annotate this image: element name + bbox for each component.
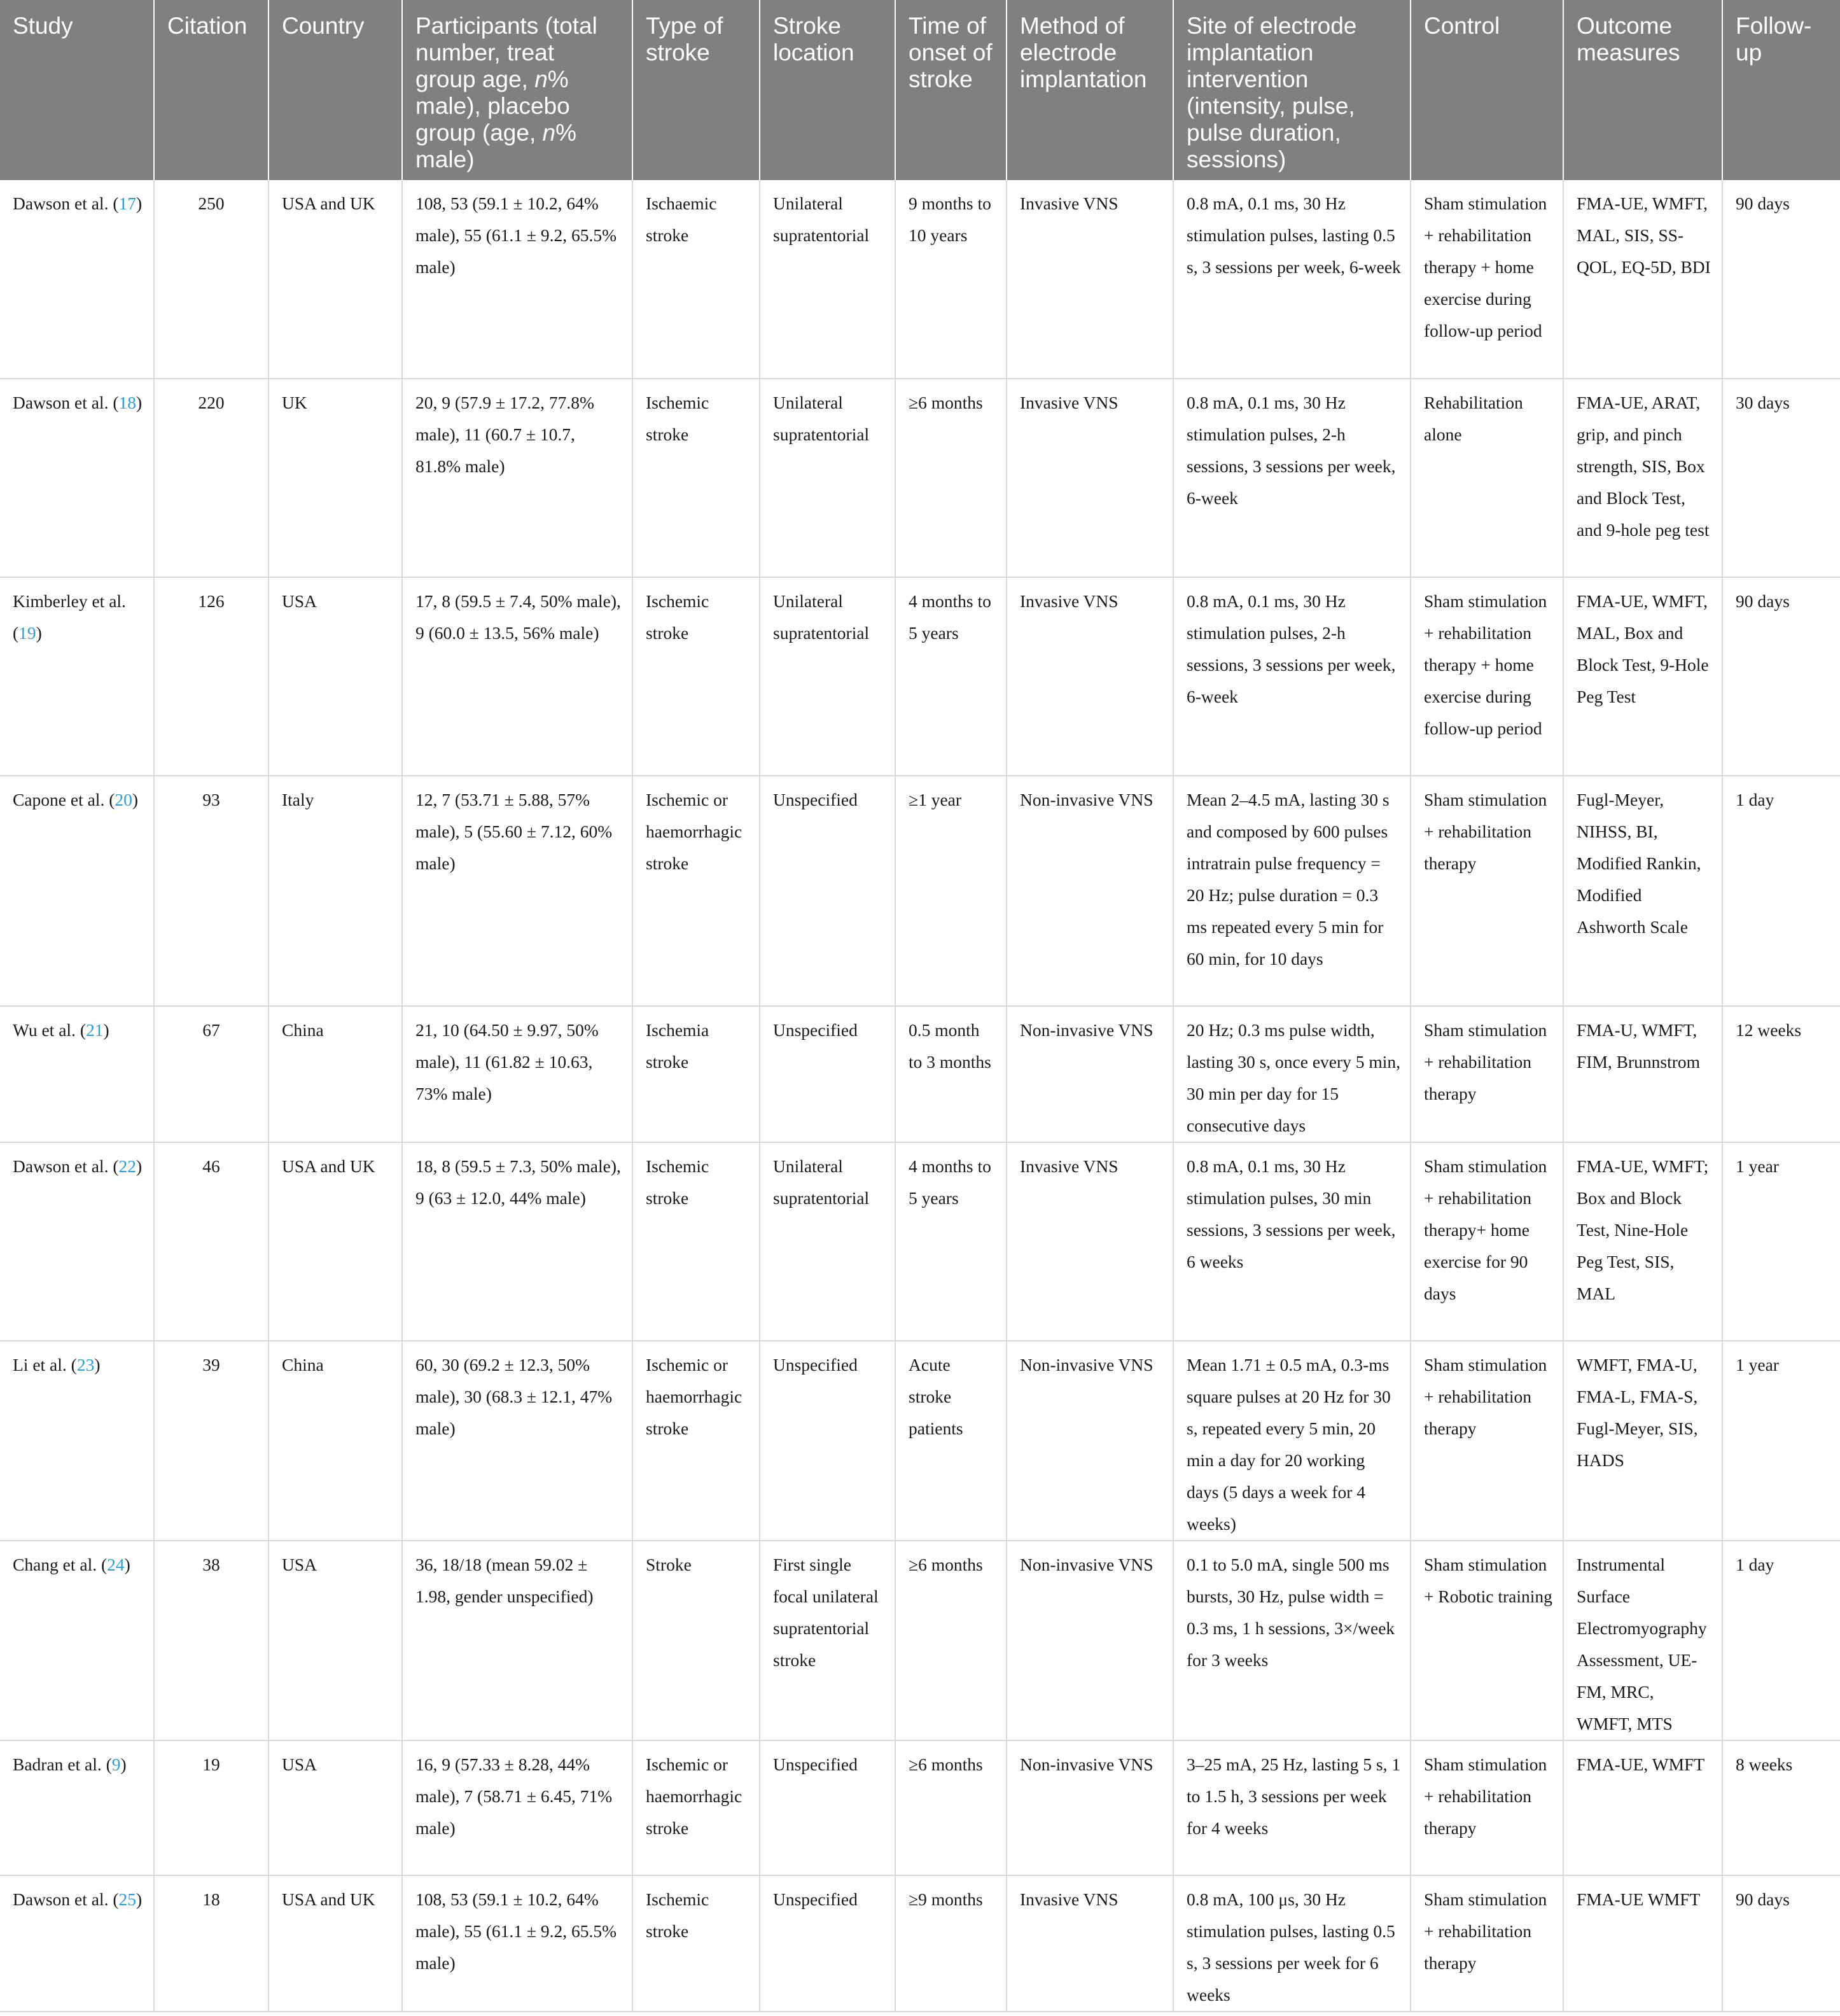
cell-country: USA and UK <box>268 1875 402 2012</box>
cell-location: Unspecified <box>760 1740 895 1875</box>
cell-type: Ischemic stroke <box>632 379 760 577</box>
reference-link[interactable]: 21 <box>85 1020 104 1040</box>
cell-site: 0.8 mA, 100 μs, 30 Hz stimulation pulses, lasting 0.5 s, 3 sessions per week for 6 weeks <box>1173 1875 1411 2012</box>
cell-method: Invasive VNS <box>1007 180 1173 379</box>
table-row <box>0 1341 1840 1541</box>
cell-outcome: FMA-UE, WMFT, MAL, Box and Block Test, 9-Hole Peg Test <box>1563 577 1722 776</box>
cell-country: USA and UK <box>268 1142 402 1341</box>
cell-location: Unilateral supratentorial <box>760 379 895 577</box>
ref-close: ) <box>36 623 42 643</box>
cell-location: Unilateral supratentorial <box>760 577 895 776</box>
cell-control: Sham stimulation + rehabilitation therapy <box>1411 1341 1563 1541</box>
cell-participants: 60, 30 (69.2 ± 12.3, 50% male), 30 (68.3 ± 12.1, 47% male) <box>402 1341 632 1541</box>
table-row <box>0 577 1840 776</box>
cell-site: Mean 2–4.5 mA, lasting 30 s and composed by 600 pulses intratrain pulse frequency = 20 Hz; pulse duration = 0.3 ms repeated every 5 min for 60 min, for 10 days <box>1173 776 1411 1006</box>
cell-control: Sham stimulation + rehabilitation therapy <box>1411 1875 1563 2012</box>
cell-control: Sham stimulation + rehabilitation therapy <box>1411 1740 1563 1875</box>
cell-site: 0.8 mA, 0.1 ms, 30 Hz stimulation pulses, 2-h sessions, 3 sessions per week, 6-week <box>1173 379 1411 577</box>
cell-study <box>0 379 154 577</box>
cell-method: Non-invasive VNS <box>1007 1740 1173 1875</box>
study-author: Kimberley et al. <box>13 591 126 611</box>
cell-onset: Acute stroke patients <box>895 1341 1007 1541</box>
cell-type: Ischemic or haemorrhagic stroke <box>632 776 760 1006</box>
cell-method: Invasive VNS <box>1007 1142 1173 1341</box>
cell-type: Ischemic stroke <box>632 577 760 776</box>
cell-country: USA <box>268 1740 402 1875</box>
cell-location: Unspecified <box>760 776 895 1006</box>
header-participants <box>402 0 632 180</box>
header-site: Site of electrode implantation intervention (intensity, pulse, pulse duration, sessions) <box>1173 0 1411 180</box>
ref-open: ( <box>104 790 115 809</box>
cell-location: Unspecified <box>760 1875 895 2012</box>
study-author: Dawson et al. <box>13 1889 109 1909</box>
header-control: Control <box>1411 0 1563 180</box>
cell-control: Sham stimulation + Robotic training <box>1411 1541 1563 1740</box>
cell-onset: ≥6 months <box>895 379 1007 577</box>
ref-open: ( <box>108 1889 119 1909</box>
ref-close: ) <box>120 1754 127 1774</box>
reference-link[interactable]: 23 <box>76 1355 95 1375</box>
ref-close: ) <box>94 1355 101 1375</box>
cell-followup: 12 weeks <box>1722 1006 1840 1142</box>
reference-link[interactable]: 19 <box>18 623 36 643</box>
cell-followup: 1 year <box>1722 1142 1840 1341</box>
cell-followup: 1 day <box>1722 776 1840 1006</box>
cell-site: 0.8 mA, 0.1 ms, 30 Hz stimulation pulses, lasting 0.5 s, 3 sessions per week, 6-week <box>1173 180 1411 379</box>
participants-header-text-c: % male) <box>415 120 577 172</box>
study-author: Chang et al. <box>13 1555 97 1574</box>
participants-header-text-a: Participants (total number, treat group age, <box>415 13 597 92</box>
header-country: Country <box>268 0 402 180</box>
cell-method: Invasive VNS <box>1007 1875 1173 2012</box>
study-author: Dawson et al. <box>13 393 109 412</box>
cell-citation: 67 <box>154 1006 268 1142</box>
cell-site: Mean 1.71 ± 0.5 mA, 0.3-ms square pulses at 20 Hz for 30 s, repeated every 5 min, 20 min a day for 20 working days (5 days a week for 4 weeks) <box>1173 1341 1411 1541</box>
cell-followup: 8 weeks <box>1722 1740 1840 1875</box>
study-author: Dawson et al. <box>13 1156 109 1176</box>
cell-participants: 16, 9 (57.33 ± 8.28, 44% male), 7 (58.71 ± 6.45, 71% male) <box>402 1740 632 1875</box>
ref-close: ) <box>136 193 143 213</box>
cell-control: Sham stimulation + rehabilitation therapy <box>1411 776 1563 1006</box>
cell-country: China <box>268 1341 402 1541</box>
ref-close: ) <box>132 790 139 809</box>
reference-link[interactable]: 17 <box>118 193 136 213</box>
cell-study <box>0 1875 154 2012</box>
cell-onset: 4 months to 5 years <box>895 1142 1007 1341</box>
cell-outcome: FMA-UE, WMFT; Box and Block Test, Nine-Hole Peg Test, SIS, MAL <box>1563 1142 1722 1341</box>
study-author: Capone et al. <box>13 790 105 809</box>
cell-citation: 220 <box>154 379 268 577</box>
cell-site: 0.8 mA, 0.1 ms, 30 Hz stimulation pulses, 30 min sessions, 3 sessions per week, 6 weeks <box>1173 1142 1411 1341</box>
cell-study <box>0 1006 154 1142</box>
cell-onset: ≥6 months <box>895 1740 1007 1875</box>
header-study: Study <box>0 0 154 180</box>
cell-method: Non-invasive VNS <box>1007 1541 1173 1740</box>
reference-link[interactable]: 20 <box>115 790 132 809</box>
cell-country: Italy <box>268 776 402 1006</box>
cell-control: Sham stimulation + rehabilitation therapy <box>1411 1006 1563 1142</box>
table-row <box>0 1740 1840 1875</box>
ref-open: ( <box>101 1754 112 1774</box>
cell-participants: 108, 53 (59.1 ± 10.2, 64% male), 55 (61.1 ± 9.2, 65.5% male) <box>402 180 632 379</box>
study-author: Dawson et al. <box>13 193 109 213</box>
cell-citation: 126 <box>154 577 268 776</box>
cell-study <box>0 577 154 776</box>
participants-header-n2: n <box>542 120 556 146</box>
cell-citation: 250 <box>154 180 268 379</box>
cell-citation: 38 <box>154 1541 268 1740</box>
study-author: Li et al. <box>13 1355 67 1375</box>
cell-country: China <box>268 1006 402 1142</box>
cell-location: Unilateral supratentorial <box>760 180 895 379</box>
cell-location: Unspecified <box>760 1006 895 1142</box>
cell-citation: 46 <box>154 1142 268 1341</box>
cell-method: Non-invasive VNS <box>1007 1006 1173 1142</box>
cell-outcome: FMA-U, WMFT, FIM, Brunnstrom <box>1563 1006 1722 1142</box>
cell-onset: 4 months to 5 years <box>895 577 1007 776</box>
cell-country: UK <box>268 379 402 577</box>
cell-followup: 1 day <box>1722 1541 1840 1740</box>
cell-study <box>0 1142 154 1341</box>
header-stroke-location: Stroke location <box>760 0 895 180</box>
cell-citation: 93 <box>154 776 268 1006</box>
cell-type: Ischemic or haemorrhagic stroke <box>632 1740 760 1875</box>
cell-type: Ischaemic stroke <box>632 180 760 379</box>
cell-study <box>0 180 154 379</box>
cell-onset: 9 months to 10 years <box>895 180 1007 379</box>
cell-control: Sham stimulation + rehabilitation therapy+ home exercise for 90 days <box>1411 1142 1563 1341</box>
cell-control: Sham stimulation + rehabilitation therapy + home exercise during follow-up period <box>1411 180 1563 379</box>
header-row <box>0 0 1840 180</box>
cell-study <box>0 1541 154 1740</box>
cell-participants: 21, 10 (64.50 ± 9.97, 50% male), 11 (61.82 ± 10.63, 73% male) <box>402 1006 632 1142</box>
cell-followup: 30 days <box>1722 379 1840 577</box>
cell-site: 0.1 to 5.0 mA, single 500 ms bursts, 30 Hz, pulse width = 0.3 ms, 1 h sessions, 3×/week for 3 weeks <box>1173 1541 1411 1740</box>
cell-study <box>0 776 154 1006</box>
cell-participants: 108, 53 (59.1 ± 10.2, 64% male), 55 (61.1 ± 9.2, 65.5% male) <box>402 1875 632 2012</box>
study-author: Badran et al. <box>13 1754 102 1774</box>
cell-outcome: WMFT, FMA-U, FMA-L, FMA-S, Fugl-Meyer, SIS, HADS <box>1563 1341 1722 1541</box>
cell-study <box>0 1341 154 1541</box>
cell-type: Ischemic or haemorrhagic stroke <box>632 1341 760 1541</box>
header-type-of-stroke: Type of stroke <box>632 0 760 180</box>
cell-onset: ≥6 months <box>895 1541 1007 1740</box>
ref-open: ( <box>13 623 19 643</box>
table-row <box>0 379 1840 577</box>
cell-outcome: FMA-UE, ARAT, grip, and pinch strength, SIS, Box and Block Test, and 9-hole peg test <box>1563 379 1722 577</box>
cell-location: First single focal unilateral supratentorial stroke <box>760 1541 895 1740</box>
cell-location: Unilateral supratentorial <box>760 1142 895 1341</box>
cell-country: USA and UK <box>268 180 402 379</box>
cell-type: Ischemic stroke <box>632 1142 760 1341</box>
cell-control: Rehabilitation alone <box>1411 379 1563 577</box>
cell-outcome: Instrumental Surface Electromyography Assessment, UE-FM, MRC, WMFT, MTS <box>1563 1541 1722 1740</box>
cell-location: Unspecified <box>760 1341 895 1541</box>
cell-type: Ischemic stroke <box>632 1875 760 2012</box>
cell-citation: 39 <box>154 1341 268 1541</box>
cell-citation: 19 <box>154 1740 268 1875</box>
cell-onset: ≥9 months <box>895 1875 1007 2012</box>
ref-open: ( <box>66 1355 77 1375</box>
table-row <box>0 1142 1840 1341</box>
cell-followup: 90 days <box>1722 180 1840 379</box>
header-time-of-onset: Time of onset of stroke <box>895 0 1007 180</box>
table-row <box>0 1541 1840 1740</box>
participants-header-text-b: % male), placebo group (age, <box>415 66 570 146</box>
ref-close: ) <box>136 1889 143 1909</box>
ref-open: ( <box>108 1156 119 1176</box>
cell-country: USA <box>268 577 402 776</box>
header-citation: Citation <box>154 0 268 180</box>
reference-link[interactable]: 25 <box>118 1889 136 1909</box>
ref-open: ( <box>108 193 119 213</box>
table-row <box>0 180 1840 379</box>
ref-close: ) <box>136 1156 143 1176</box>
cell-citation: 18 <box>154 1875 268 2012</box>
table-row <box>0 776 1840 1006</box>
ref-close: ) <box>103 1020 109 1040</box>
ref-close: ) <box>136 393 143 412</box>
cell-participants: 17, 8 (59.5 ± 7.4, 50% male), 9 (60.0 ± 13.5, 56% male) <box>402 577 632 776</box>
cell-outcome: FMA-UE, WMFT, MAL, SIS, SS-QOL, EQ-5D, BDI <box>1563 180 1722 379</box>
ref-open: ( <box>75 1020 86 1040</box>
reference-link[interactable]: 24 <box>107 1555 125 1574</box>
header-outcome: Outcome measures <box>1563 0 1722 180</box>
cell-followup: 90 days <box>1722 577 1840 776</box>
reference-link[interactable]: 9 <box>111 1754 121 1774</box>
cell-type: Ischemia stroke <box>632 1006 760 1142</box>
cell-type: Stroke <box>632 1541 760 1740</box>
ref-close: ) <box>124 1555 130 1574</box>
cell-outcome: FMA-UE, WMFT <box>1563 1740 1722 1875</box>
cell-participants: 18, 8 (59.5 ± 7.3, 50% male), 9 (63 ± 12.0, 44% male) <box>402 1142 632 1341</box>
cell-site: 20 Hz; 0.3 ms pulse width, lasting 30 s, once every 5 min, 30 min per day for 15 consecutive days <box>1173 1006 1411 1142</box>
cell-participants: 12, 7 (53.71 ± 5.88, 57% male), 5 (55.60 ± 7.12, 60% male) <box>402 776 632 1006</box>
cell-participants: 20, 9 (57.9 ± 17.2, 77.8% male), 11 (60.7 ± 10.7, 81.8% male) <box>402 379 632 577</box>
study-author: Wu et al. <box>13 1020 76 1040</box>
cell-onset: 0.5 month to 3 months <box>895 1006 1007 1142</box>
cell-participants: 36, 18/18 (mean 59.02 ± 1.98, gender unspecified) <box>402 1541 632 1740</box>
cell-outcome: Fugl-Meyer, NIHSS, BI, Modified Rankin, Modified Ashworth Scale <box>1563 776 1722 1006</box>
header-follow-up: Follow-up <box>1722 0 1840 180</box>
table-row <box>0 1875 1840 2012</box>
reference-link[interactable]: 22 <box>118 1156 136 1176</box>
cell-site: 3–25 mA, 25 Hz, lasting 5 s, 1 to 1.5 h, 3 sessions per week for 4 weeks <box>1173 1740 1411 1875</box>
cell-method: Non-invasive VNS <box>1007 776 1173 1006</box>
ref-open: ( <box>97 1555 108 1574</box>
cell-site: 0.8 mA, 0.1 ms, 30 Hz stimulation pulses, 2-h sessions, 3 sessions per week, 6-week <box>1173 577 1411 776</box>
ref-open: ( <box>108 393 119 412</box>
cell-outcome: FMA-UE WMFT <box>1563 1875 1722 2012</box>
cell-country: USA <box>268 1541 402 1740</box>
cell-control: Sham stimulation + rehabilitation therapy + home exercise during follow-up period <box>1411 577 1563 776</box>
cell-onset: ≥1 year <box>895 776 1007 1006</box>
cell-followup: 1 year <box>1722 1341 1840 1541</box>
table-row <box>0 1006 1840 1142</box>
reference-link[interactable]: 18 <box>118 393 136 412</box>
participants-header-n1: n <box>534 66 548 92</box>
cell-method: Invasive VNS <box>1007 379 1173 577</box>
cell-followup: 90 days <box>1722 1875 1840 2012</box>
header-method: Method of electrode implantation <box>1007 0 1173 180</box>
cell-method: Invasive VNS <box>1007 577 1173 776</box>
cell-study <box>0 1740 154 1875</box>
cell-method: Non-invasive VNS <box>1007 1341 1173 1541</box>
